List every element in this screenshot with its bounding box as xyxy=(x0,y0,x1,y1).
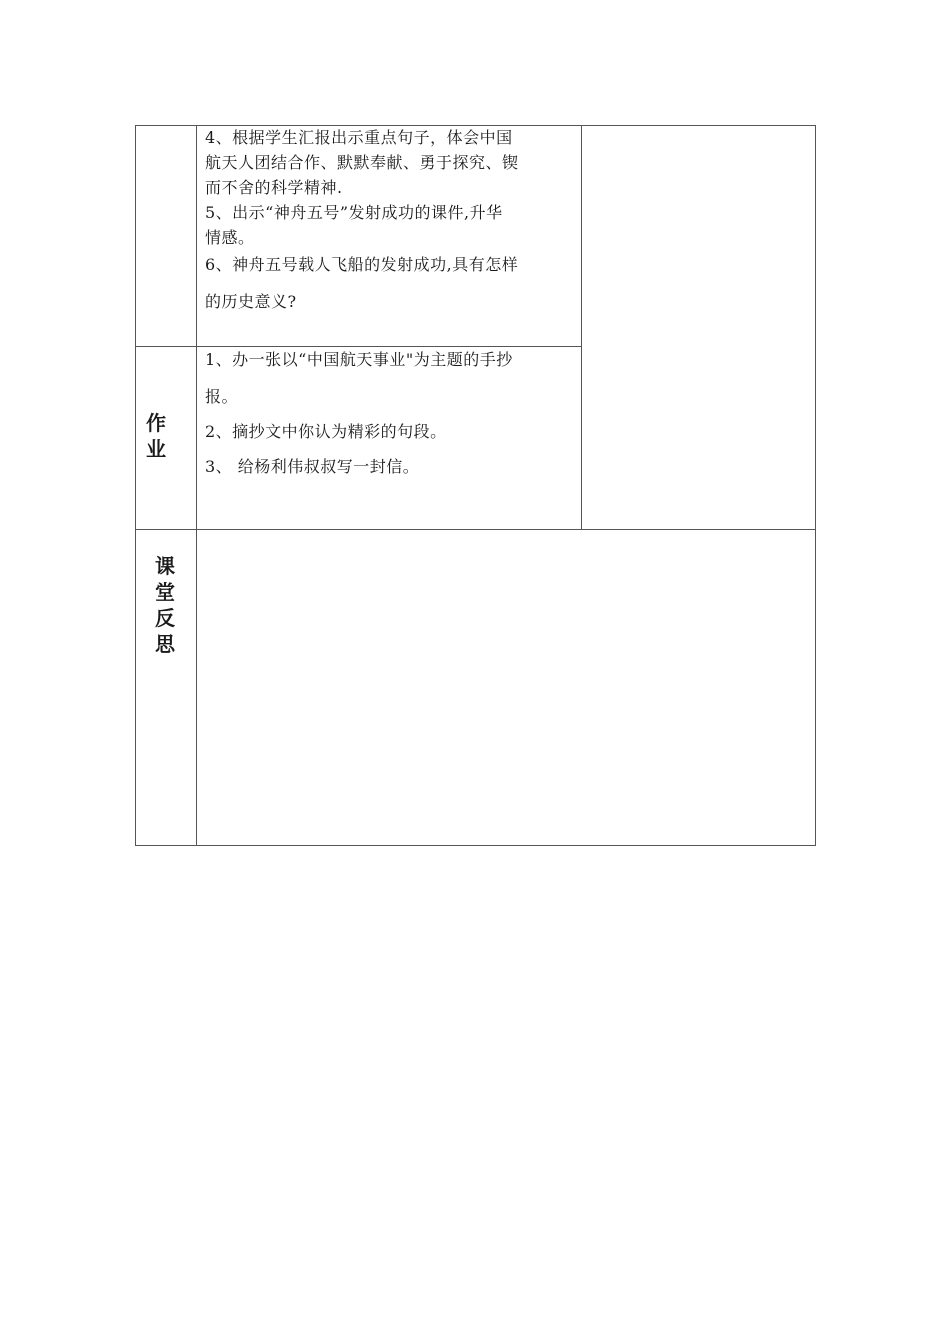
teaching-step-line: 4、根据学生汇报出示重点句子，体会中国 xyxy=(205,128,513,147)
teaching-step-line: 5、出示“神舟五号”发射成功的课件,升华 xyxy=(205,203,503,222)
teaching-step-line: 6、神舟五号载人飞船的发射成功,具有怎样 xyxy=(205,255,519,274)
classroom-reflection-label xyxy=(145,553,185,657)
table-column-divider-notes xyxy=(581,125,582,530)
homework-label-char: 作 xyxy=(146,411,166,435)
table-border-right xyxy=(815,125,816,846)
teaching-step-line: 的历史意义? xyxy=(205,292,297,311)
table-divider-homework-reflection xyxy=(135,529,816,530)
table-column-divider-label xyxy=(196,125,197,846)
teaching-step-line: 航天人团结合作、默默奉献、勇于探究、锲 xyxy=(205,153,519,172)
reflection-label-char: 课 xyxy=(155,554,175,578)
homework-text xyxy=(205,347,513,479)
homework-line: 报。 xyxy=(205,387,239,406)
teaching-step-line: 情感。 xyxy=(205,228,255,247)
reflection-label-char: 思 xyxy=(155,632,175,656)
table-border-left xyxy=(135,125,136,846)
reflection-label-char: 反 xyxy=(155,606,175,630)
homework-label-char: 业 xyxy=(146,437,166,461)
teaching-step-line: 而不舍的科学精神. xyxy=(205,178,343,197)
homework-line: 3、 给杨利伟叔叔写一封信。 xyxy=(205,457,420,476)
homework-line: 2、摘抄文中你认为精彩的句段。 xyxy=(205,422,447,441)
homework-label xyxy=(136,410,176,462)
homework-line: 1、办一张以“中国航天事业"为主题的手抄 xyxy=(205,350,513,369)
teaching-steps-text xyxy=(205,125,519,314)
table-border-bottom xyxy=(135,845,816,846)
reflection-label-char: 堂 xyxy=(155,580,175,604)
